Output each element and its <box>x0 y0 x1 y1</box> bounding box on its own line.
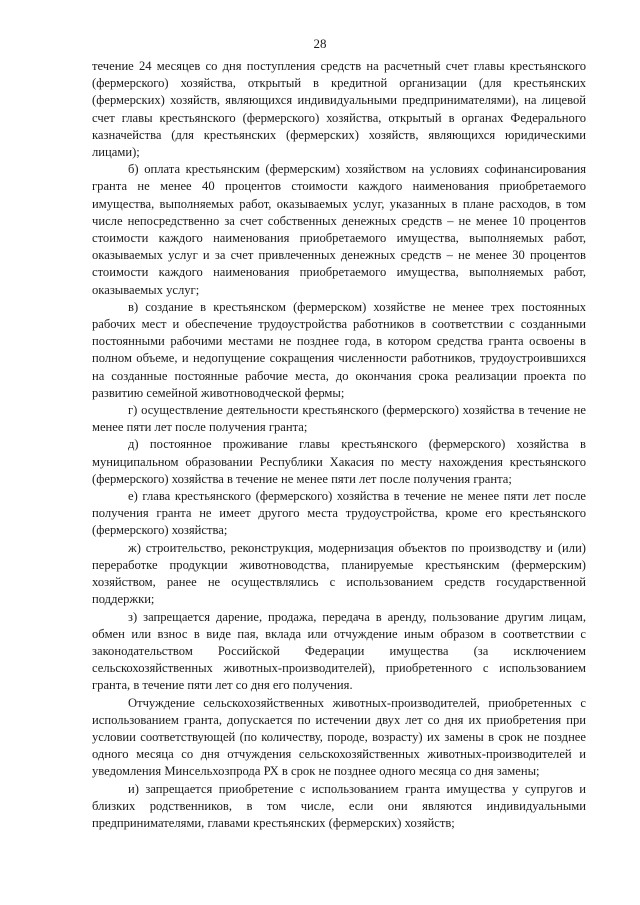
paragraph-i: и) запрещается приобретение с использованием гранта имущества у супругов и близких родственников, в том числе, если они являются индивидуальными предпринимателями, главами крестьянских (фермерских) хозяйств; <box>92 781 586 830</box>
document-body <box>92 58 586 832</box>
paragraph-alienation: Отчуждение сельскохозяйственных животных-производителей, приобретенных с использованием гранта, допускается по истечении двух лет со дня их приобретения при условии соответствующей (по количеству, породе, возрасту) их замены в срок не позднее одного месяца со дня отчуждения сельскохозяйственных животных-производителей и уведомления Минсельхозпрода РХ в срок не позднее одного месяца со дня замены; <box>92 695 586 779</box>
paragraph-v: в) создание в крестьянском (фермерском) хозяйстве не менее трех постоянных рабочих мест и обеспечение трудоустройства работников в соответствии с созданными постоянными рабочими местами не позднее года, в котором средства гранта освоены в полном объеме, и недопущение сокращения численности работников, трудоустроившихся на созданные постоянные рабочие места, до окончания срока реализации проекта по развитию семейной животноводческой фермы; <box>92 299 586 400</box>
paragraph-g: г) осуществление деятельности крестьянского (фермерского) хозяйства в течение не менее пяти лет после получения гранта; <box>92 403 586 435</box>
page-number: 28 <box>313 36 327 51</box>
paragraph-b: б) оплата крестьянским (фермерским) хозяйством на условиях софинансирования гранта не менее 40 процентов стоимости каждого наименования приобретаемого имущества, выполняемых работ, оказываемых услуг, указанных в плане расходов, в том числе непосредственно за счет собственных денежных средств – не менее 10 процентов стоимости каждого наименования приобретаемого имущества, выполняемых работ, оказываемых услуг и за счет привлеченных денежных средств – не менее 30 процентов стоимости каждого наименования приобретаемого имущества, выполняемых работ, оказываемых услуг; <box>92 162 586 297</box>
paragraph-zh: ж) строительство, реконструкция, модернизация объектов по производству и (или) переработке продукции животноводства, планируемые крестьянским (фермерским) хозяйством, ранее не осуществлялись с использованием средств государственной поддержки; <box>92 540 586 607</box>
paragraph-e: е) глава крестьянского (фермерского) хозяйства в течение не менее пяти лет после получения гранта не имеет другого места трудоустройства, кроме его крестьянского (фермерского) хозяйства; <box>92 489 586 538</box>
paragraph-d: д) постоянное проживание главы крестьянского (фермерского) хозяйства в муниципальном образовании Республики Хакасия по месту нахождения крестьянского (фермерского) хозяйства в течение не менее пяти лет после получения гранта; <box>92 437 586 486</box>
paragraph-continuation: течение 24 месяцев со дня поступления средств на расчетный счет главы крестьянского (фермерского) хозяйства, открытый в кредитной организации (для крестьянских (фермерских) хозяйств, являющихся индивидуальными предпринимателями), на лицевой счет главы крестьянского (фермерского) хозяйства, открытый в органах Федерального казначейства (для крестьянских (фермерских) хозяйств, являющихся юридическими лицами); <box>92 59 586 160</box>
paragraph-z: з) запрещается дарение, продажа, передача в аренду, пользование другим лицам, обмен или взнос в виде пая, вклада или отчуждение иным образом в соответствии с законодательством Российской Федерации имущества (за исключением сельскохозяйственных животных-производителей), приобретенного с использованием гранта, в течение пяти лет со дня его получения. <box>92 609 586 693</box>
